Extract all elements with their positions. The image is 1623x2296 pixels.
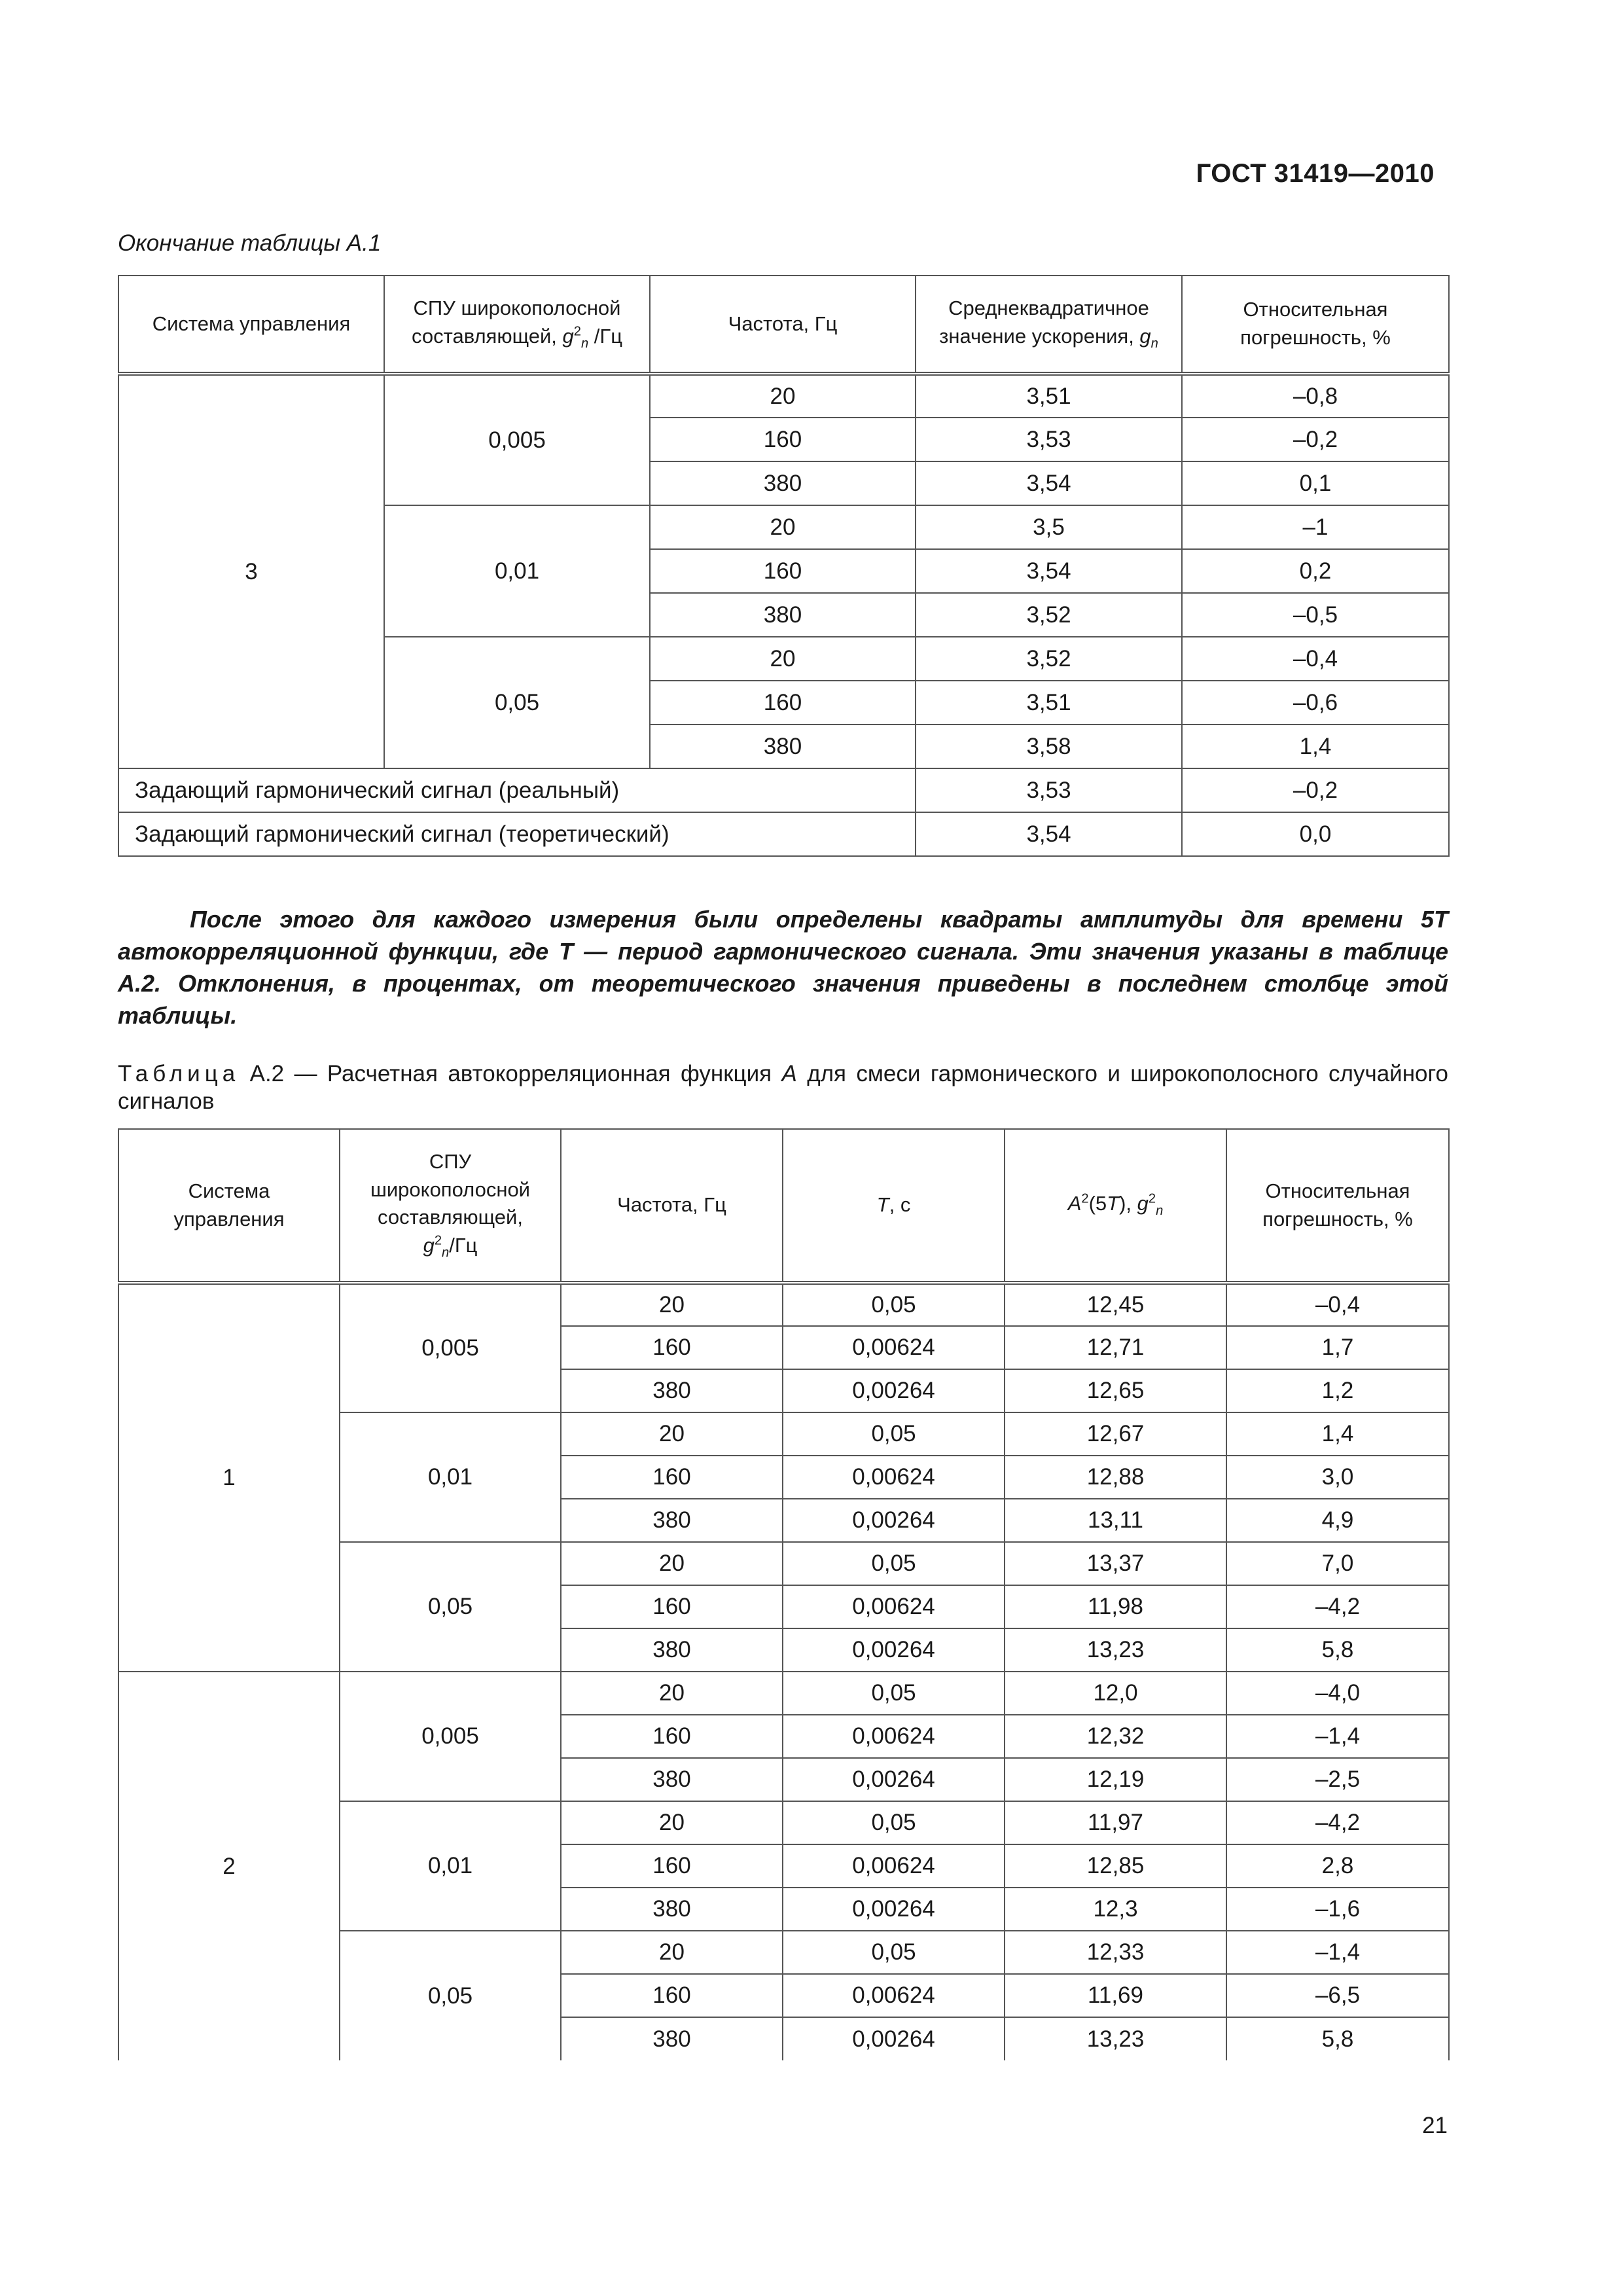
- period-cell: 0,05: [783, 1801, 1005, 1844]
- error-cell: –2,5: [1226, 1758, 1449, 1801]
- period-cell: 0,00624: [783, 1456, 1005, 1499]
- frequency-cell: 20: [561, 1412, 783, 1456]
- table-row: [118, 768, 1449, 812]
- autocorrelation-cell: 13,11: [1005, 1499, 1226, 1542]
- error-cell: 3,0: [1226, 1456, 1449, 1499]
- period-cell: 0,00264: [783, 1758, 1005, 1801]
- spu-cell: 0,01: [340, 1801, 561, 1931]
- t2-header-period: T, с: [783, 1129, 1005, 1283]
- t1-header-spu: СПУ широкополосной составляющей, $g^2_n$ /Гц: [384, 276, 650, 374]
- document-header: ГОСТ 31419—2010: [1196, 159, 1435, 188]
- error-cell: –0,4: [1182, 637, 1449, 681]
- frequency-cell: 380: [561, 1499, 783, 1542]
- table-row: [118, 1672, 1449, 1715]
- signal-label-cell: Задающий гармонический сигнал (реальный): [118, 768, 916, 812]
- period-cell: 0,00264: [783, 2017, 1005, 2060]
- table-row: [118, 812, 1449, 856]
- error-cell: 4,9: [1226, 1499, 1449, 1542]
- error-cell: –4,0: [1226, 1672, 1449, 1715]
- spu-cell: 0,01: [340, 1412, 561, 1542]
- t2-header-system: Система управления: [118, 1129, 340, 1283]
- signal-label-cell: Задающий гармонический сигнал (теоретический): [118, 812, 916, 856]
- frequency-cell: 20: [561, 1931, 783, 1974]
- system-cell: 3: [118, 374, 384, 768]
- error-cell: –1: [1182, 505, 1449, 549]
- frequency-cell: 160: [650, 418, 916, 461]
- system-cell: 2: [118, 1672, 340, 2060]
- error-cell: –1,6: [1226, 1888, 1449, 1931]
- frequency-cell: 20: [561, 1542, 783, 1585]
- t2-header-error: Относительная погрешность, %: [1226, 1129, 1449, 1283]
- table-row: [118, 374, 1449, 418]
- frequency-cell: 20: [561, 1801, 783, 1844]
- frequency-cell: 380: [561, 1758, 783, 1801]
- t2-header-spu: СПУ широкополосной составляющей, $g^2_n/Гц$: [340, 1129, 561, 1283]
- frequency-cell: 380: [561, 1628, 783, 1672]
- frequency-cell: 20: [561, 1672, 783, 1715]
- spu-cell: 0,005: [340, 1672, 561, 1801]
- body-paragraph: После этого для каждого измерения были определены квадраты амплитуды для времени 5T автокорреляционной функции, где T — период гармонического сигнала. Эти значения указаны в таблице А.2. Отклонения, в процентах, от теоретического значения приведены в последнем столбце этой таблицы.: [118, 906, 1448, 1029]
- t2-header-frequency: Частота, Гц: [561, 1129, 783, 1283]
- frequency-cell: 380: [561, 1369, 783, 1412]
- period-cell: 0,05: [783, 1283, 1005, 1326]
- frequency-cell: 20: [650, 505, 916, 549]
- error-cell: 5,8: [1226, 2017, 1449, 2060]
- error-cell: 0,2: [1182, 549, 1449, 593]
- rms-cell: 3,5: [916, 505, 1182, 549]
- rms-cell: 3,51: [916, 681, 1182, 725]
- table-row: [118, 1283, 1449, 1326]
- error-cell: –4,2: [1226, 1801, 1449, 1844]
- error-cell: –0,6: [1182, 681, 1449, 725]
- frequency-cell: 380: [561, 1888, 783, 1931]
- autocorrelation-cell: 13,23: [1005, 1628, 1226, 1672]
- rms-cell: 3,58: [916, 725, 1182, 768]
- spu-cell: 0,005: [340, 1283, 561, 1412]
- frequency-cell: 160: [561, 1844, 783, 1888]
- error-cell: 1,2: [1226, 1369, 1449, 1412]
- rms-cell: 3,51: [916, 374, 1182, 418]
- period-cell: 0,00264: [783, 1369, 1005, 1412]
- autocorrelation-cell: 11,98: [1005, 1585, 1226, 1628]
- frequency-cell: 380: [650, 461, 916, 505]
- error-cell: 2,8: [1226, 1844, 1449, 1888]
- table-a2: [118, 1128, 1450, 2060]
- table-a1-end: [118, 275, 1450, 857]
- autocorrelation-cell: 12,32: [1005, 1715, 1226, 1758]
- period-cell: 0,00264: [783, 1628, 1005, 1672]
- error-cell: 0,0: [1182, 812, 1449, 856]
- system-cell: 1: [118, 1283, 340, 1672]
- autocorrelation-cell: 12,19: [1005, 1758, 1226, 1801]
- page-number: 21: [1422, 2113, 1448, 2138]
- frequency-cell: 380: [650, 593, 916, 637]
- spu-cell: 0,005: [384, 374, 650, 505]
- rms-cell: 3,54: [916, 812, 1182, 856]
- spu-cell: 0,05: [340, 1931, 561, 2060]
- error-cell: –0,8: [1182, 374, 1449, 418]
- t1-header-system: Система управления: [118, 276, 384, 374]
- frequency-cell: 160: [561, 1974, 783, 2017]
- period-cell: 0,00624: [783, 1974, 1005, 2017]
- spu-cell: 0,01: [384, 505, 650, 637]
- error-cell: –0,2: [1182, 418, 1449, 461]
- frequency-cell: 160: [561, 1326, 783, 1369]
- frequency-cell: 160: [650, 681, 916, 725]
- rms-cell: 3,52: [916, 593, 1182, 637]
- spu-cell: 0,05: [340, 1542, 561, 1672]
- period-cell: 0,05: [783, 1542, 1005, 1585]
- autocorrelation-cell: 11,69: [1005, 1974, 1226, 2017]
- autocorrelation-cell: 12,71: [1005, 1326, 1226, 1369]
- rms-cell: 3,53: [916, 418, 1182, 461]
- frequency-cell: 160: [650, 549, 916, 593]
- rms-cell: 3,53: [916, 768, 1182, 812]
- error-cell: 0,1: [1182, 461, 1449, 505]
- t1-header-frequency: Частота, Гц: [650, 276, 916, 374]
- error-cell: –0,2: [1182, 768, 1449, 812]
- frequency-cell: 20: [650, 637, 916, 681]
- rms-cell: 3,54: [916, 461, 1182, 505]
- t2-header-autocorrelation: $A^2(5T)$, $g^2_n$: [1005, 1129, 1226, 1283]
- autocorrelation-cell: 12,85: [1005, 1844, 1226, 1888]
- table1-caption: Окончание таблицы А.1: [118, 230, 382, 256]
- error-cell: 5,8: [1226, 1628, 1449, 1672]
- error-cell: –1,4: [1226, 1931, 1449, 1974]
- autocorrelation-cell: 12,0: [1005, 1672, 1226, 1715]
- autocorrelation-cell: 12,65: [1005, 1369, 1226, 1412]
- frequency-cell: 380: [561, 2017, 783, 2060]
- autocorrelation-cell: 12,33: [1005, 1931, 1226, 1974]
- t1-header-error: Относительная погрешность, %: [1182, 276, 1449, 374]
- rms-cell: 3,54: [916, 549, 1182, 593]
- autocorrelation-cell: 12,45: [1005, 1283, 1226, 1326]
- autocorrelation-cell: 13,23: [1005, 2017, 1226, 2060]
- autocorrelation-cell: 12,3: [1005, 1888, 1226, 1931]
- rms-cell: 3,52: [916, 637, 1182, 681]
- error-cell: –1,4: [1226, 1715, 1449, 1758]
- error-cell: 1,7: [1226, 1326, 1449, 1369]
- error-cell: 7,0: [1226, 1542, 1449, 1585]
- error-cell: –0,4: [1226, 1283, 1449, 1326]
- autocorrelation-cell: 12,88: [1005, 1456, 1226, 1499]
- error-cell: –4,2: [1226, 1585, 1449, 1628]
- period-cell: 0,00624: [783, 1844, 1005, 1888]
- frequency-cell: 160: [561, 1585, 783, 1628]
- frequency-cell: 160: [561, 1456, 783, 1499]
- frequency-cell: 380: [650, 725, 916, 768]
- spu-cell: 0,05: [384, 637, 650, 768]
- period-cell: 0,00624: [783, 1326, 1005, 1369]
- frequency-cell: 20: [650, 374, 916, 418]
- period-cell: 0,00624: [783, 1715, 1005, 1758]
- period-cell: 0,05: [783, 1412, 1005, 1456]
- error-cell: 1,4: [1226, 1412, 1449, 1456]
- error-cell: –0,5: [1182, 593, 1449, 637]
- error-cell: –6,5: [1226, 1974, 1449, 2017]
- autocorrelation-cell: 13,37: [1005, 1542, 1226, 1585]
- period-cell: 0,05: [783, 1672, 1005, 1715]
- period-cell: 0,00264: [783, 1499, 1005, 1542]
- period-cell: 0,00264: [783, 1888, 1005, 1931]
- frequency-cell: 160: [561, 1715, 783, 1758]
- frequency-cell: 20: [561, 1283, 783, 1326]
- t1-header-rms: Среднеквадратичное значение ускорения, $g_n$: [916, 276, 1182, 374]
- autocorrelation-cell: 12,67: [1005, 1412, 1226, 1456]
- period-cell: 0,00624: [783, 1585, 1005, 1628]
- table2-caption: Таблица А.2 — Расчетная автокорреляционная функция A для смеси гармонического и широкополосного случайного сигналов: [118, 1061, 1448, 1114]
- error-cell: 1,4: [1182, 725, 1449, 768]
- autocorrelation-cell: 11,97: [1005, 1801, 1226, 1844]
- period-cell: 0,05: [783, 1931, 1005, 1974]
